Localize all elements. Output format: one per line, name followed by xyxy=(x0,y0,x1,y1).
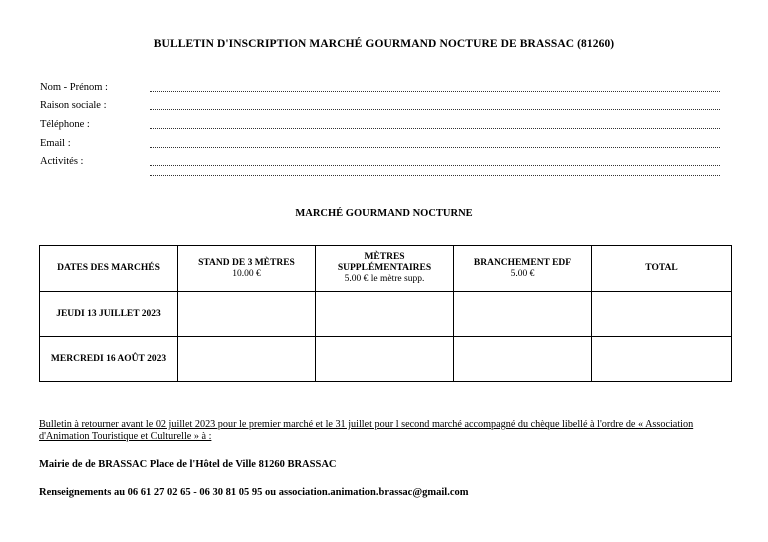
header-main: BRANCHEMENT EDF xyxy=(473,257,572,268)
field-label: Email : xyxy=(40,138,71,149)
dotted-line xyxy=(150,109,720,110)
cell-total[interactable] xyxy=(592,292,732,337)
field-label: Téléphone : xyxy=(40,119,90,130)
header-metres xyxy=(316,246,454,292)
field-nom-prenom[interactable] xyxy=(40,82,720,96)
cell-total[interactable] xyxy=(592,337,732,382)
header-main: TOTAL xyxy=(645,263,678,273)
header-main: DATES DES MARCHÉS xyxy=(57,263,160,273)
row-date: JEUDI 13 JUILLET 2023 xyxy=(40,292,178,337)
section-title: MARCHÉ GOURMAND NOCTURNE xyxy=(295,208,473,219)
field-activites[interactable] xyxy=(40,156,720,170)
header-stand xyxy=(178,246,316,292)
dotted-line-activites-2[interactable] xyxy=(150,175,720,176)
header-sub: 5.00 € xyxy=(510,268,535,279)
return-note: Bulletin à retourner avant le 02 juillet 2023 pour le premier marché et le 31 juillet pour l second marché accompagné du chèque libellé à l'ordre de « Association d'Animation Touristique et Culturelle » à : xyxy=(39,419,694,442)
field-telephone[interactable] xyxy=(40,119,720,133)
dotted-line xyxy=(150,128,720,129)
header-sub: 10.00 € xyxy=(232,268,261,279)
cell-edf[interactable] xyxy=(454,292,592,337)
cell-metres[interactable] xyxy=(316,337,454,382)
field-email[interactable] xyxy=(40,138,720,152)
header-main: STAND DE 3 MÈTRES xyxy=(198,257,295,268)
field-raison-sociale[interactable] xyxy=(40,100,720,114)
cell-stand[interactable] xyxy=(178,337,316,382)
contact-info: Renseignements au 06 61 27 02 65 - 06 30 81 05 95 ou association.animation.brassac@gmail.com xyxy=(39,487,469,498)
market-table xyxy=(39,245,732,382)
header-dates xyxy=(40,246,178,292)
field-label: Activités : xyxy=(40,156,84,167)
table-row xyxy=(40,292,732,337)
form-title: BULLETIN D'INSCRIPTION MARCHÉ GOURMAND NOCTURE DE BRASSAC (81260) xyxy=(153,38,615,50)
cell-stand[interactable] xyxy=(178,292,316,337)
field-label: Raison sociale : xyxy=(40,100,107,111)
header-edf xyxy=(454,246,592,292)
header-total xyxy=(592,246,732,292)
table-row xyxy=(40,337,732,382)
dotted-line xyxy=(150,165,720,166)
field-label: Nom - Prénom : xyxy=(40,82,108,93)
dotted-line xyxy=(150,147,720,148)
cell-edf[interactable] xyxy=(454,337,592,382)
row-date: MERCREDI 16 AOÛT 2023 xyxy=(40,337,178,382)
dotted-line xyxy=(150,91,720,92)
header-main: MÈTRES SUPPLÉMENTAIRES xyxy=(337,252,432,273)
header-sub: 5.00 € le mètre supp. xyxy=(344,274,425,284)
table-header-row xyxy=(40,246,732,292)
address: Mairie de de BRASSAC Place de l'Hôtel de Ville 81260 BRASSAC xyxy=(39,459,337,470)
cell-metres[interactable] xyxy=(316,292,454,337)
